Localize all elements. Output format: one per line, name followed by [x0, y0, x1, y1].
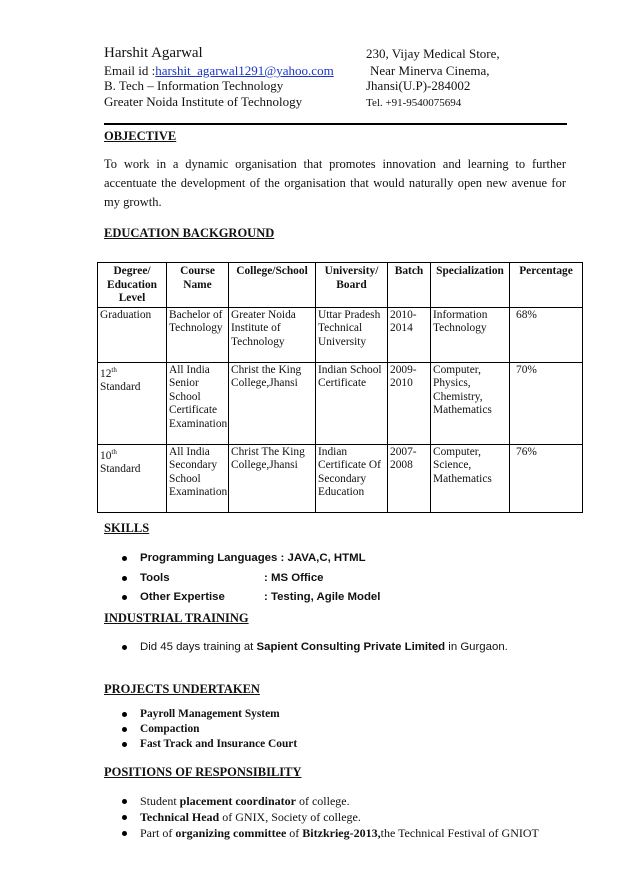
position-role: organizing committee [175, 826, 287, 840]
event-name: Bitzkrieg-2013, [302, 826, 381, 840]
education-table [97, 262, 583, 513]
skill-value: : Testing, Agile Model [264, 591, 381, 603]
board-cell: Indian Certificate Of Secondary Education [316, 444, 388, 512]
college-cell: Christ the King College,Jhansi [229, 362, 316, 444]
skills-list [104, 549, 380, 608]
college-cell: Christ The King College,Jhansi [229, 444, 316, 512]
candidate-name: Harshit Agarwal [104, 45, 203, 61]
batch-cell: 2009-2010 [388, 362, 431, 444]
level-suffix: th [111, 365, 117, 374]
project-title: Compaction [140, 723, 200, 735]
objective-text: To work in a dynamic organisation that promotes innovation and learning to further accentuate the development of the organisation that would naturally open new avenue for my growth. [104, 157, 566, 209]
column-header: Degree/ Education Level [98, 263, 167, 308]
list-item [104, 722, 297, 737]
skill-value: : MS Office [264, 571, 324, 584]
level-number: 12 [100, 367, 112, 380]
projects-heading: PROJECTS UNDERTAKEN [104, 682, 260, 696]
column-header: Percentage [510, 263, 583, 308]
position-text: the Technical Festival of GNIOT [380, 826, 539, 840]
project-title: Fast Track and Insurance Court [140, 738, 298, 750]
board-cell: Uttar Pradesh Technical University [316, 307, 388, 362]
position-text: of college. [295, 794, 350, 808]
level-text: Standard [100, 462, 141, 475]
level-cell: Graduation [98, 307, 167, 362]
table-header-row [98, 263, 583, 308]
bullet-icon [122, 831, 127, 836]
position-text: of GNIX, Society of college. [219, 810, 361, 824]
specialization-cell: Information Technology [431, 307, 510, 362]
skill-label: Tools [140, 571, 170, 584]
list-item [104, 588, 380, 608]
bullet-icon [122, 556, 127, 561]
table-row [98, 362, 583, 444]
skill-value: JAVA,C, HTML [287, 552, 366, 564]
level-suffix: th [111, 447, 117, 456]
project-title: Payroll Management System [140, 708, 280, 720]
training-location: in Gurgaon. [445, 641, 508, 653]
batch-cell: 2007-2008 [388, 444, 431, 512]
position-text: Student [140, 794, 180, 808]
table-row [98, 307, 583, 362]
degree-line: B. Tech – Information Technology [104, 78, 284, 93]
course-cell: Bachelor of Technology [167, 307, 229, 362]
level-text: Standard [100, 380, 141, 393]
bullet-icon [122, 645, 127, 650]
course-cell: All India Secondary School Examination [167, 444, 229, 512]
bullet-icon [122, 727, 127, 732]
positions-list [104, 793, 539, 841]
training-text: Did 45 days training at [140, 641, 257, 653]
list-item [104, 707, 297, 722]
position-text: Part of [140, 826, 176, 840]
list-item [104, 638, 508, 658]
skill-label: Other Expertise [140, 591, 225, 603]
batch-cell: 2010-2014 [388, 307, 431, 362]
course-cell: All India Senior School Certificate Examination [167, 362, 229, 444]
list-item [104, 809, 539, 825]
bullet-icon [122, 799, 127, 804]
list-item [104, 825, 539, 841]
level-cell [98, 362, 167, 444]
header-divider [104, 123, 567, 125]
email-label: Email id : [104, 63, 156, 78]
level-number: 10 [100, 449, 112, 462]
address-line-1: 230, Vijay Medical Store, [366, 46, 500, 61]
percentage-cell: 70% [510, 362, 583, 444]
college-line: Greater Noida Institute of Technology [104, 94, 303, 109]
projects-list [104, 707, 297, 752]
column-header: Batch [388, 263, 431, 308]
specialization-cell: Computer, Science, Mathematics [431, 444, 510, 512]
list-item [104, 549, 380, 569]
table-row [98, 444, 583, 512]
bullet-icon [122, 595, 127, 600]
column-header: University/ Board [316, 263, 388, 308]
column-header: Specialization [431, 263, 510, 308]
education-heading: EDUCATION BACKGROUND [104, 226, 275, 240]
board-cell: Indian School Certificate [316, 362, 388, 444]
bullet-icon [122, 576, 127, 581]
skills-heading: SKILLS [104, 521, 150, 535]
email-link[interactable]: harshit_agarwal1291@yahoo.com [155, 63, 334, 78]
email-line [104, 63, 334, 79]
objective-heading: OBJECTIVE [104, 129, 177, 143]
positions-heading: POSITIONS OF RESPONSIBILITY [104, 765, 302, 779]
position-role: Technical Head [140, 810, 220, 824]
column-header: College/School [229, 263, 316, 308]
column-header: Course Name [167, 263, 229, 308]
percentage-cell: 68% [510, 307, 583, 362]
level-cell [98, 444, 167, 512]
list-item [104, 737, 297, 752]
training-heading: INDUSTRIAL TRAINING [104, 611, 249, 625]
college-cell: Greater Noida Institute of Technology [229, 307, 316, 362]
percentage-cell: 76% [510, 444, 583, 512]
skill-label: Programming Languages : [140, 552, 285, 564]
phone-line: Tel. +91-9540075694 [366, 97, 462, 109]
bullet-icon [122, 742, 127, 747]
list-item [104, 793, 539, 809]
bullet-icon [122, 815, 127, 820]
address-line-2: Near Minerva Cinema, [370, 63, 490, 78]
training-company: Sapient Consulting Private Limited [256, 641, 446, 653]
address-line-3: Jhansi(U.P)-284002 [366, 78, 471, 93]
specialization-cell: Computer, Physics, Chemistry, Mathematics [431, 362, 510, 444]
position-role: placement coordinator [179, 794, 296, 808]
position-text: of [286, 826, 303, 840]
list-item [104, 569, 380, 589]
training-list [104, 638, 508, 658]
bullet-icon [122, 712, 127, 717]
